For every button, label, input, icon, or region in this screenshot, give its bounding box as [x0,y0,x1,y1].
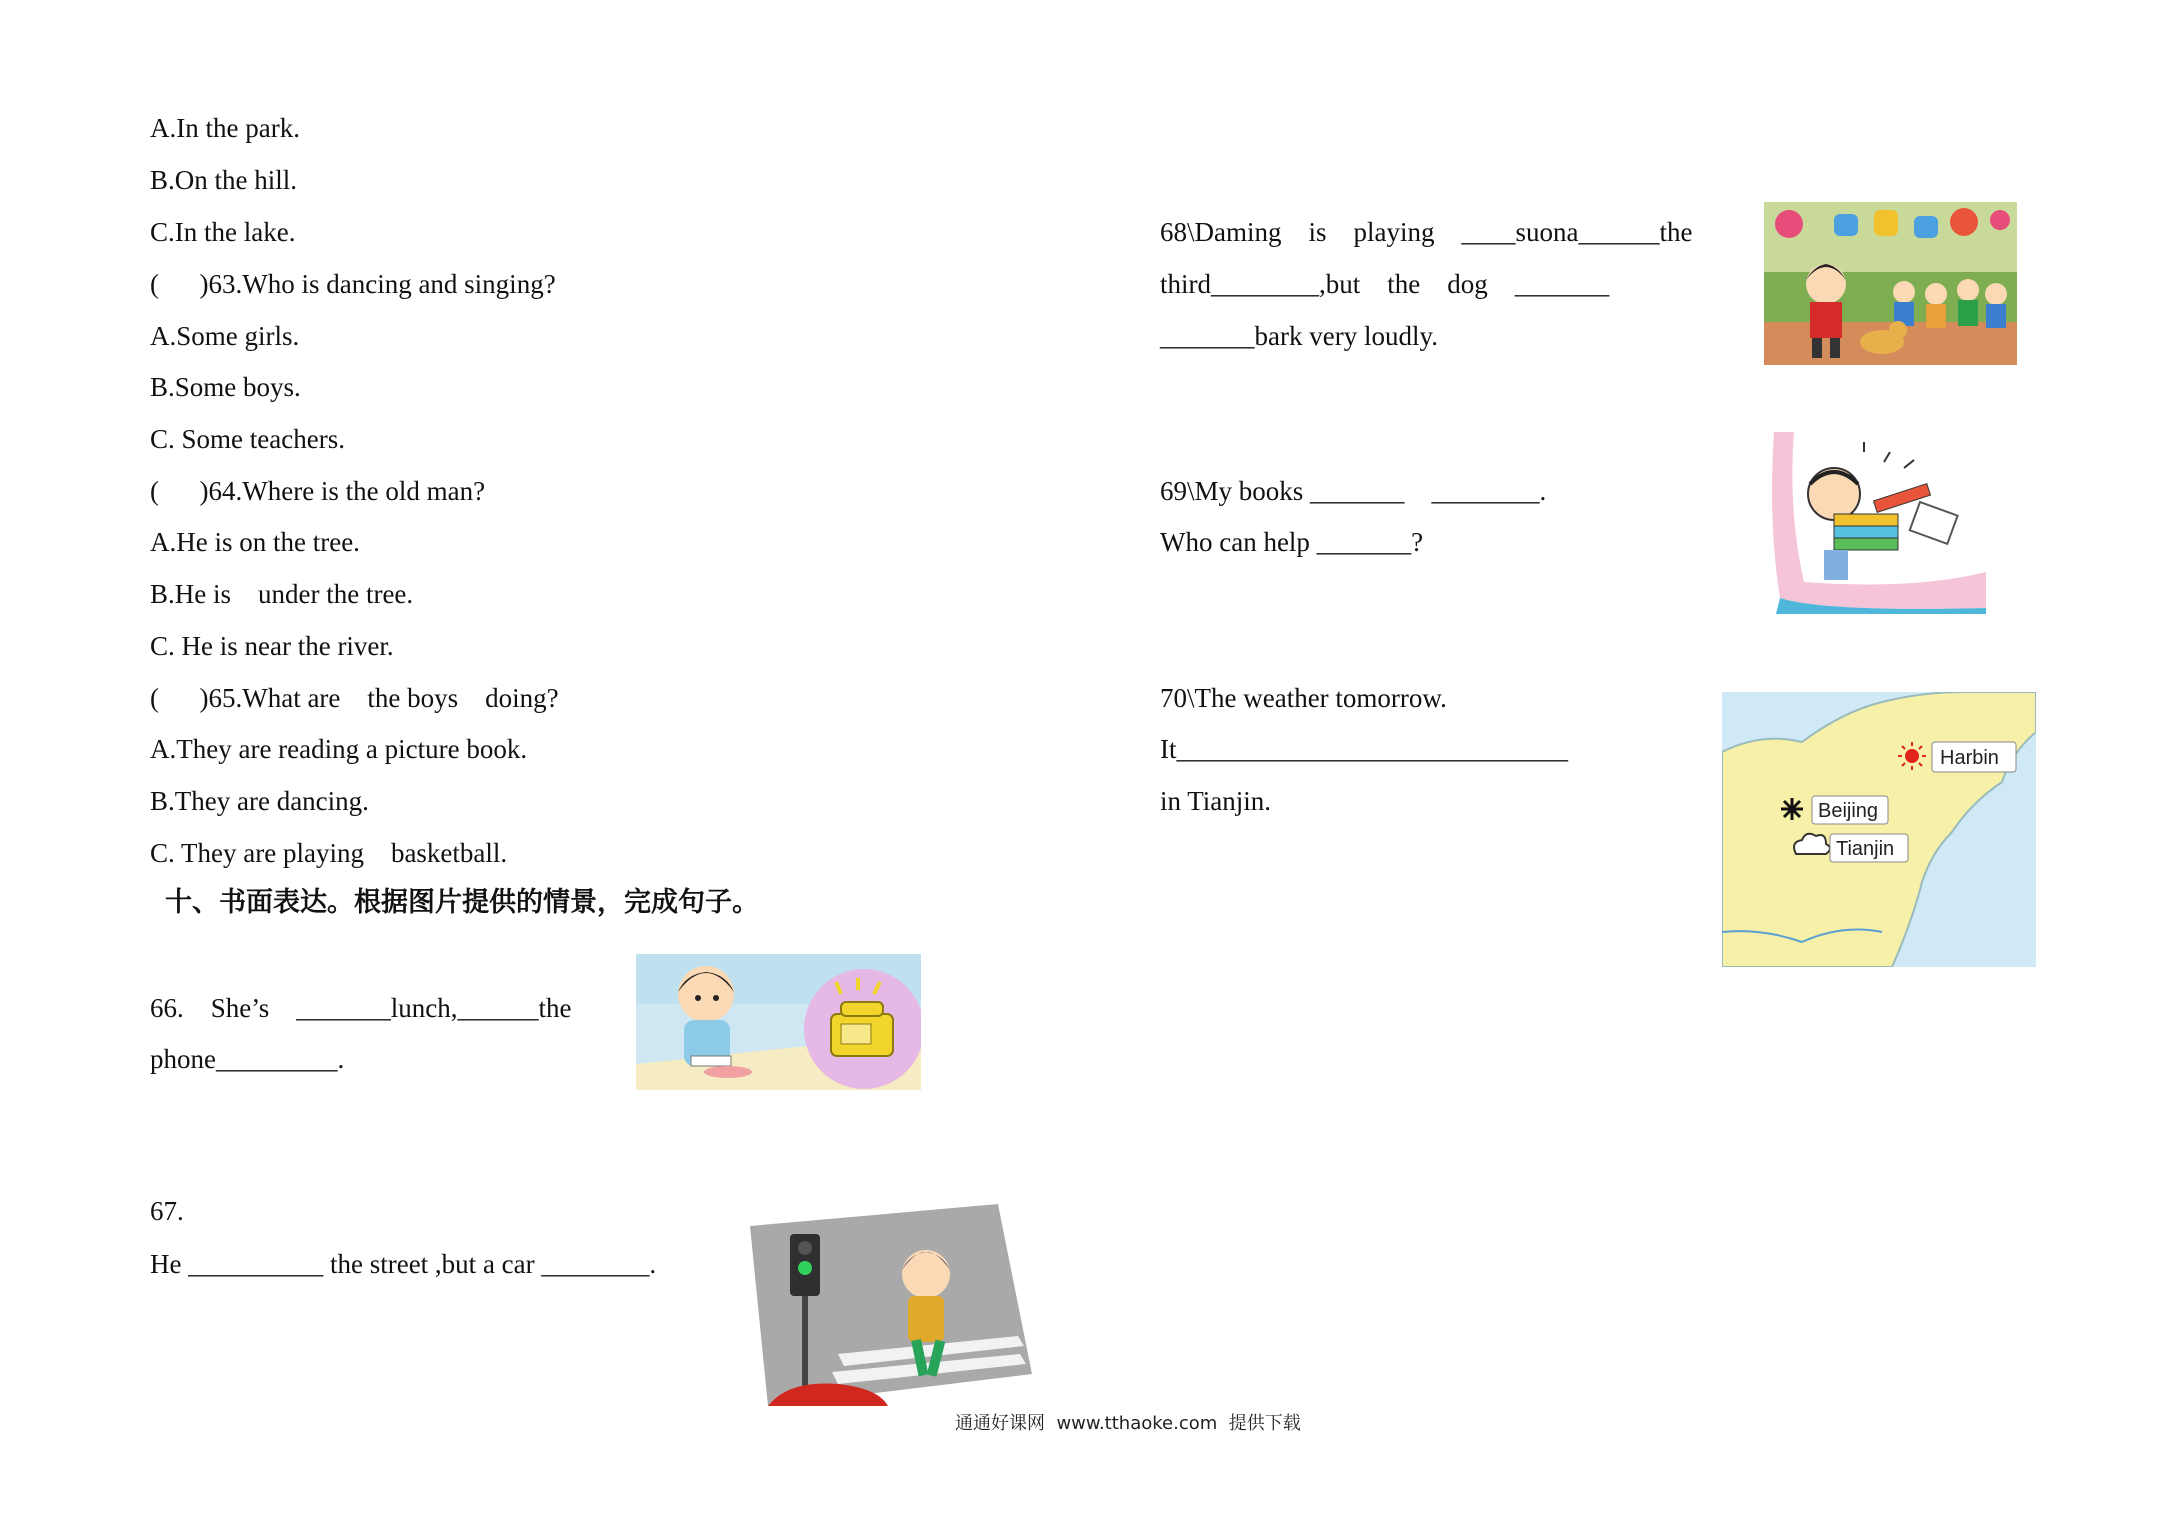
option-64b: B.He is under the tree. [150,579,414,609]
option-65c: C. They are playing basketball. [150,838,508,868]
option-61b: B.On the hill. [150,165,297,195]
q68-line1: 68\Daming is playing ____suona______the [1160,217,1693,247]
map-label-harbin: Harbin [1940,747,1999,769]
question-63: ( )63.Who is dancing and singing? [150,269,556,299]
q66-line2: phone_________. [150,1044,345,1074]
question-64: ( )64.Where is the old man? [150,476,486,506]
option-63c: C. Some teachers. [150,424,345,454]
map-label-beijing: Beijing [1818,800,1879,822]
page-footer: 通通好课网 www.tthaoke.com 提供下载 [955,1413,1301,1434]
q69-line2: Who can help _______? [1160,527,1424,557]
q68-line3: _______bark very loudly. [1160,321,1438,351]
option-63b: B.Some boys. [150,372,301,402]
q68-festival-image [1764,202,2017,365]
q66-line1: 66. She’s _______lunch,______the [150,993,572,1023]
q70-weather-map [1722,692,2036,967]
q67-boy-crossing-image [728,1204,1032,1406]
q70-line1: 70\The weather tomorrow. [1160,683,1447,713]
option-61c: C.In the lake. [150,217,296,247]
q67-number: 67. [150,1196,184,1226]
option-64c: C. He is near the river. [150,631,394,661]
question-65: ( )65.What are the boys doing? [150,683,559,713]
section-heading: 十、书面表达。根据图片提供的情景，完成句子。 [165,887,759,918]
q68-line2: third________,but the dog _______ [1160,269,1610,299]
q69-falling-books-image [1764,422,1986,614]
option-65b: B.They are dancing. [150,786,369,816]
q70-line2: It_____________________________ [1160,734,1568,764]
option-63a: A.Some girls. [150,321,300,351]
option-64a: A.He is on the tree. [150,527,360,557]
option-65a: A.They are reading a picture book. [150,734,528,764]
map-label-tianjin: Tianjin [1836,838,1895,860]
q70-line3: in Tianjin. [1160,786,1272,816]
q66-girl-phone-image [636,954,921,1090]
option-61a: A.In the park. [150,113,300,143]
q67-line: He __________ the street ,but a car ________. [150,1249,657,1279]
q69-line1: 69\My books _______ ________. [1160,476,1547,506]
beijing-snow-icon [1781,798,1803,820]
